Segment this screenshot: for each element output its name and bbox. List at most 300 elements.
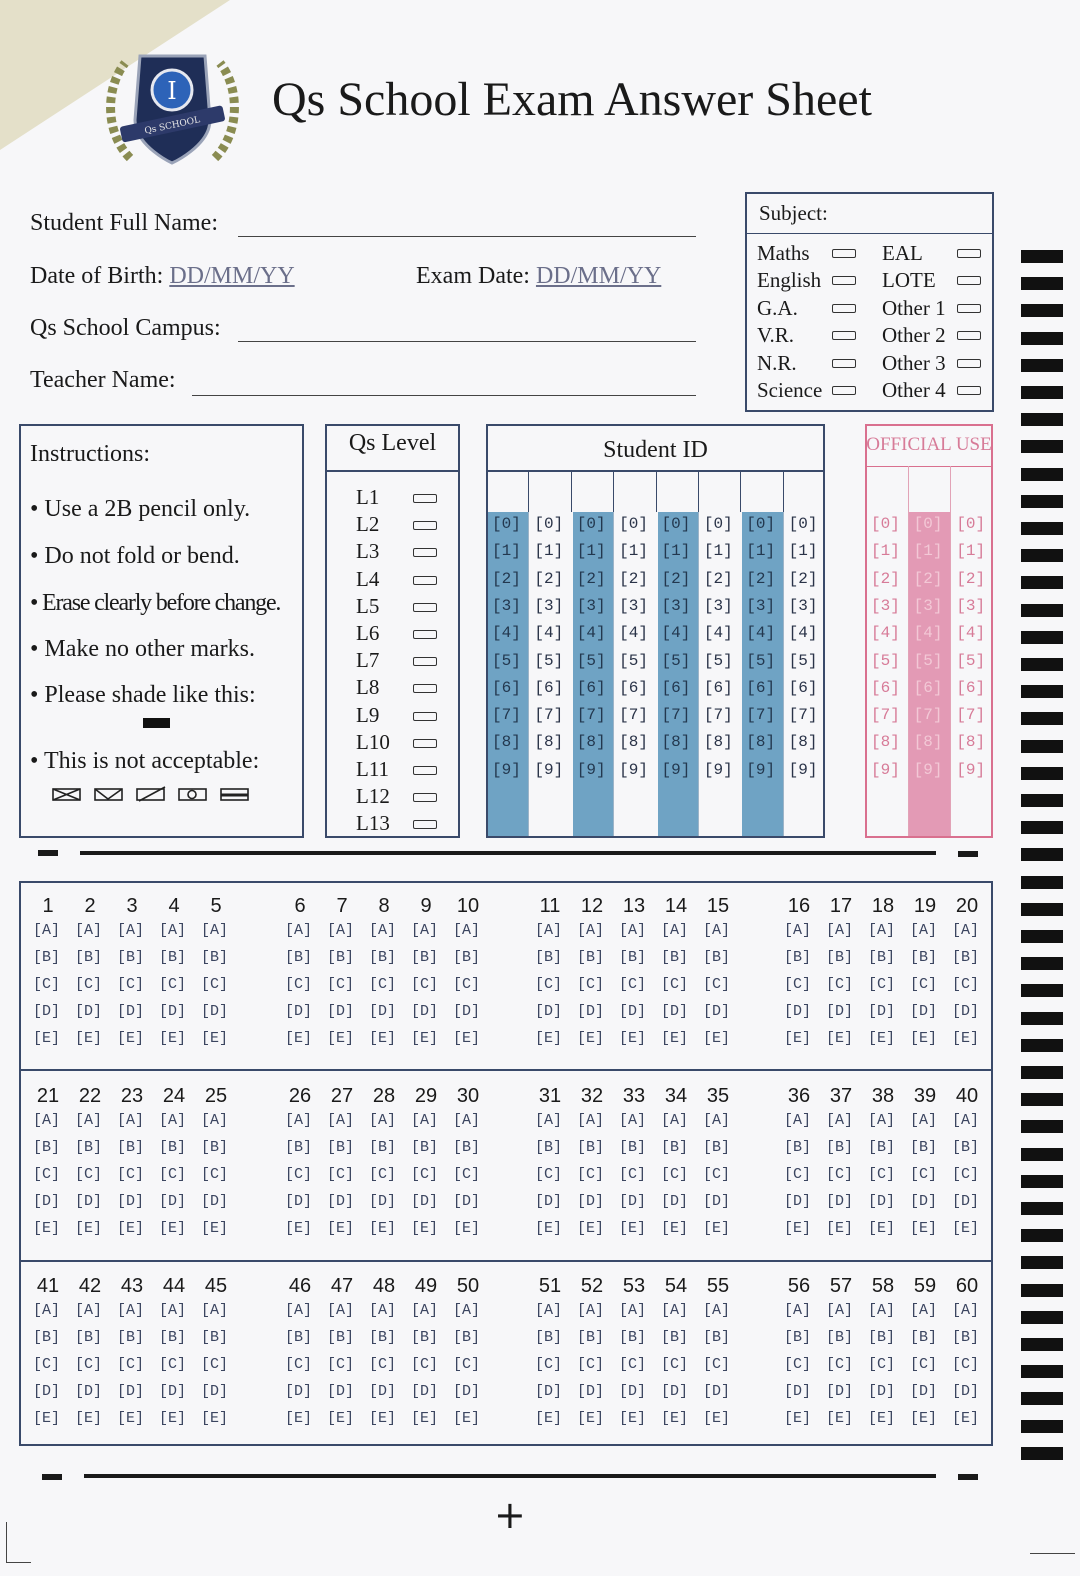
answer-option-bubble[interactable]: [D] [703, 1193, 731, 1210]
answer-option-bubble[interactable]: [D] [33, 1383, 61, 1400]
answer-option-bubble[interactable]: [E] [201, 1220, 229, 1237]
answer-option-bubble[interactable]: [B] [619, 1139, 647, 1156]
answer-option-bubble[interactable]: [B] [369, 1329, 397, 1346]
student-id-digit-bubble[interactable]: [3] [746, 596, 776, 615]
student-id-digit-bubble[interactable]: [4] [492, 624, 521, 643]
student-id-digit-bubble[interactable]: [7] [492, 706, 521, 725]
official-digit-bubble[interactable]: [0] [956, 515, 986, 533]
answer-option-bubble[interactable]: [B] [784, 949, 812, 966]
subject-option-bubble[interactable] [832, 331, 856, 340]
student-id-digit-bubble[interactable]: [8] [534, 733, 564, 752]
answer-option-bubble[interactable]: [D] [784, 1193, 812, 1210]
student-id-digit-bubble[interactable]: [7] [619, 706, 648, 725]
answer-option-bubble[interactable]: [A] [453, 1302, 481, 1319]
answer-option-bubble[interactable]: [D] [577, 1383, 605, 1400]
answer-option-bubble[interactable]: [D] [327, 1193, 355, 1210]
student-id-digit-bubble[interactable]: [7] [534, 706, 564, 725]
student-id-digit-bubble[interactable]: [2] [576, 569, 606, 588]
answer-option-bubble[interactable]: [A] [577, 922, 605, 939]
answer-option-bubble[interactable]: [B] [369, 949, 397, 966]
student-id-digit-bubble[interactable]: [7] [788, 706, 818, 725]
answer-option-bubble[interactable]: [E] [910, 1030, 938, 1047]
answer-option-bubble[interactable]: [D] [159, 1383, 187, 1400]
answer-option-bubble[interactable]: [A] [117, 1302, 145, 1319]
answer-option-bubble[interactable]: [B] [826, 1139, 854, 1156]
official-digit-bubble[interactable]: [2] [871, 569, 900, 588]
answer-option-bubble[interactable]: [D] [201, 1003, 229, 1020]
answer-option-bubble[interactable]: [E] [369, 1220, 397, 1237]
student-id-digit-bubble[interactable]: [3] [619, 596, 648, 615]
student-id-digit-bubble[interactable]: [9] [661, 760, 691, 779]
answer-option-bubble[interactable]: [C] [826, 1356, 854, 1373]
answer-option-bubble[interactable]: [D] [411, 1383, 439, 1400]
answer-option-bubble[interactable]: [E] [784, 1410, 812, 1427]
student-id-digit-bubble[interactable]: [6] [788, 678, 818, 697]
student-id-digit-bubble[interactable]: [5] [619, 651, 648, 670]
answer-option-bubble[interactable]: [A] [910, 1112, 938, 1129]
answer-option-bubble[interactable]: [B] [868, 1329, 896, 1346]
answer-option-bubble[interactable]: [B] [285, 949, 313, 966]
answer-option-bubble[interactable]: [D] [285, 1003, 313, 1020]
answer-option-bubble[interactable]: [D] [952, 1003, 980, 1020]
answer-option-bubble[interactable]: [B] [910, 949, 938, 966]
answer-option-bubble[interactable]: [B] [117, 1139, 145, 1156]
answer-option-bubble[interactable]: [B] [535, 1329, 563, 1346]
answer-option-bubble[interactable]: [B] [826, 949, 854, 966]
answer-option-bubble[interactable]: [A] [952, 1112, 980, 1129]
answer-option-bubble[interactable]: [B] [784, 1139, 812, 1156]
answer-option-bubble[interactable]: [C] [369, 1166, 397, 1183]
answer-option-bubble[interactable]: [C] [703, 1356, 731, 1373]
answer-option-bubble[interactable]: [C] [868, 976, 896, 993]
answer-option-bubble[interactable]: [D] [75, 1383, 103, 1400]
answer-option-bubble[interactable]: [D] [703, 1383, 731, 1400]
answer-option-bubble[interactable]: [E] [619, 1220, 647, 1237]
answer-option-bubble[interactable]: [E] [453, 1030, 481, 1047]
answer-option-bubble[interactable]: [B] [75, 949, 103, 966]
subject-option-bubble[interactable] [832, 276, 856, 285]
answer-option-bubble[interactable]: [C] [535, 1166, 563, 1183]
answer-option-bubble[interactable]: [D] [117, 1383, 145, 1400]
student-id-digit-bubble[interactable]: [1] [703, 542, 733, 561]
answer-option-bubble[interactable]: [E] [661, 1030, 689, 1047]
answer-option-bubble[interactable]: [E] [910, 1220, 938, 1237]
student-id-digit-bubble[interactable]: [0] [661, 515, 691, 533]
answer-option-bubble[interactable]: [E] [784, 1220, 812, 1237]
answer-option-bubble[interactable]: [E] [159, 1030, 187, 1047]
answer-option-bubble[interactable]: [E] [868, 1220, 896, 1237]
answer-option-bubble[interactable]: [D] [952, 1383, 980, 1400]
answer-option-bubble[interactable]: [D] [453, 1193, 481, 1210]
answer-option-bubble[interactable]: [E] [201, 1030, 229, 1047]
answer-option-bubble[interactable]: [E] [453, 1410, 481, 1427]
level-bubble[interactable] [413, 548, 437, 557]
answer-option-bubble[interactable]: [C] [369, 976, 397, 993]
answer-option-bubble[interactable]: [B] [411, 1139, 439, 1156]
answer-option-bubble[interactable]: [C] [703, 976, 731, 993]
subject-option-bubble[interactable] [832, 386, 856, 395]
student-id-digit-bubble[interactable]: [6] [534, 678, 564, 697]
official-digit-bubble[interactable]: [4] [871, 624, 900, 643]
answer-option-bubble[interactable]: [B] [577, 1139, 605, 1156]
answer-option-bubble[interactable]: [E] [535, 1220, 563, 1237]
answer-option-bubble[interactable]: [B] [784, 1329, 812, 1346]
official-digit-bubble[interactable]: [8] [913, 733, 943, 752]
answer-option-bubble[interactable]: [B] [33, 949, 61, 966]
subject-option-bubble[interactable] [832, 359, 856, 368]
answer-option-bubble[interactable]: [B] [577, 1329, 605, 1346]
answer-option-bubble[interactable]: [B] [327, 1329, 355, 1346]
subject-option-bubble[interactable] [832, 249, 856, 258]
answer-option-bubble[interactable]: [A] [411, 922, 439, 939]
answer-option-bubble[interactable]: [C] [703, 1166, 731, 1183]
answer-option-bubble[interactable]: [A] [159, 922, 187, 939]
answer-option-bubble[interactable]: [E] [33, 1220, 61, 1237]
answer-option-bubble[interactable]: [E] [619, 1030, 647, 1047]
answer-option-bubble[interactable]: [C] [327, 1356, 355, 1373]
answer-option-bubble[interactable]: [A] [661, 1112, 689, 1129]
answer-option-bubble[interactable]: [A] [33, 1112, 61, 1129]
answer-option-bubble[interactable]: [A] [285, 1112, 313, 1129]
answer-option-bubble[interactable]: [B] [33, 1329, 61, 1346]
student-id-digit-bubble[interactable]: [2] [788, 569, 818, 588]
level-bubble[interactable] [413, 521, 437, 530]
answer-option-bubble[interactable]: [B] [453, 1139, 481, 1156]
level-bubble[interactable] [413, 820, 437, 829]
answer-option-bubble[interactable]: [E] [159, 1220, 187, 1237]
student-id-digit-bubble[interactable]: [4] [661, 624, 691, 643]
answer-option-bubble[interactable]: [D] [411, 1193, 439, 1210]
official-digit-bubble[interactable]: [9] [913, 760, 943, 779]
answer-option-bubble[interactable]: [D] [784, 1003, 812, 1020]
answer-option-bubble[interactable]: [A] [369, 922, 397, 939]
answer-option-bubble[interactable]: [E] [117, 1220, 145, 1237]
student-id-digit-bubble[interactable]: [5] [788, 651, 818, 670]
answer-option-bubble[interactable]: [E] [619, 1410, 647, 1427]
official-digit-bubble[interactable]: [7] [956, 706, 986, 725]
answer-option-bubble[interactable]: [C] [117, 976, 145, 993]
answer-option-bubble[interactable]: [C] [910, 1166, 938, 1183]
answer-option-bubble[interactable]: [B] [703, 1329, 731, 1346]
answer-option-bubble[interactable]: [D] [910, 1193, 938, 1210]
answer-option-bubble[interactable]: [D] [619, 1383, 647, 1400]
answer-option-bubble[interactable]: [E] [826, 1030, 854, 1047]
student-id-digit-bubble[interactable]: [2] [703, 569, 733, 588]
answer-option-bubble[interactable]: [A] [75, 922, 103, 939]
answer-option-bubble[interactable]: [C] [369, 1356, 397, 1373]
answer-option-bubble[interactable]: [B] [453, 949, 481, 966]
answer-option-bubble[interactable]: [C] [619, 976, 647, 993]
level-bubble[interactable] [413, 739, 437, 748]
answer-option-bubble[interactable]: [B] [75, 1139, 103, 1156]
answer-option-bubble[interactable]: [E] [535, 1030, 563, 1047]
answer-option-bubble[interactable]: [A] [117, 922, 145, 939]
answer-option-bubble[interactable]: [D] [453, 1003, 481, 1020]
answer-option-bubble[interactable]: [B] [952, 1139, 980, 1156]
answer-option-bubble[interactable]: [B] [453, 1329, 481, 1346]
answer-option-bubble[interactable]: [B] [703, 949, 731, 966]
answer-option-bubble[interactable]: [B] [952, 949, 980, 966]
answer-option-bubble[interactable]: [C] [826, 1166, 854, 1183]
student-id-digit-bubble[interactable]: [9] [788, 760, 818, 779]
answer-option-bubble[interactable]: [E] [159, 1410, 187, 1427]
answer-option-bubble[interactable]: [C] [784, 1356, 812, 1373]
answer-option-bubble[interactable]: [A] [285, 1302, 313, 1319]
answer-option-bubble[interactable]: [B] [661, 1329, 689, 1346]
student-id-digit-bubble[interactable]: [3] [576, 596, 606, 615]
answer-option-bubble[interactable]: [D] [285, 1383, 313, 1400]
answer-option-bubble[interactable]: [A] [535, 922, 563, 939]
answer-option-bubble[interactable]: [E] [952, 1410, 980, 1427]
answer-option-bubble[interactable]: [A] [369, 1302, 397, 1319]
answer-option-bubble[interactable]: [C] [285, 1356, 313, 1373]
student-id-digit-bubble[interactable]: [4] [619, 624, 648, 643]
answer-option-bubble[interactable]: [D] [784, 1383, 812, 1400]
answer-option-bubble[interactable]: [C] [453, 976, 481, 993]
answer-option-bubble[interactable]: [A] [201, 1112, 229, 1129]
answer-option-bubble[interactable]: [A] [952, 922, 980, 939]
answer-option-bubble[interactable]: [D] [577, 1193, 605, 1210]
answer-option-bubble[interactable]: [E] [327, 1030, 355, 1047]
answer-option-bubble[interactable]: [A] [535, 1112, 563, 1129]
answer-option-bubble[interactable]: [B] [910, 1139, 938, 1156]
answer-option-bubble[interactable]: [D] [661, 1193, 689, 1210]
answer-option-bubble[interactable]: [E] [703, 1030, 731, 1047]
official-digit-bubble[interactable]: [3] [913, 596, 943, 615]
answer-option-bubble[interactable]: [A] [453, 1112, 481, 1129]
answer-option-bubble[interactable]: [E] [117, 1030, 145, 1047]
answer-option-bubble[interactable]: [A] [868, 1112, 896, 1129]
student-id-digit-bubble[interactable]: [4] [703, 624, 733, 643]
student-id-digit-bubble[interactable]: [6] [661, 678, 691, 697]
answer-option-bubble[interactable]: [C] [201, 1356, 229, 1373]
official-digit-bubble[interactable]: [4] [913, 624, 943, 643]
answer-option-bubble[interactable]: [A] [33, 1302, 61, 1319]
answer-option-bubble[interactable]: [A] [75, 1302, 103, 1319]
answer-option-bubble[interactable]: [E] [784, 1030, 812, 1047]
answer-option-bubble[interactable]: [D] [75, 1193, 103, 1210]
official-digit-bubble[interactable]: [7] [913, 706, 943, 725]
answer-option-bubble[interactable]: [E] [411, 1220, 439, 1237]
campus-line[interactable] [238, 341, 696, 342]
student-id-digit-bubble[interactable]: [2] [746, 569, 776, 588]
official-digit-bubble[interactable]: [8] [871, 733, 900, 752]
official-digit-bubble[interactable]: [6] [871, 678, 900, 697]
answer-option-bubble[interactable]: [D] [201, 1193, 229, 1210]
subject-option-bubble[interactable] [832, 304, 856, 313]
student-id-digit-bubble[interactable]: [6] [576, 678, 606, 697]
student-id-digit-bubble[interactable]: [3] [492, 596, 521, 615]
answer-option-bubble[interactable]: [E] [201, 1410, 229, 1427]
answer-option-bubble[interactable]: [C] [784, 976, 812, 993]
answer-option-bubble[interactable]: [A] [285, 922, 313, 939]
answer-option-bubble[interactable]: [E] [826, 1410, 854, 1427]
student-id-digit-bubble[interactable]: [4] [746, 624, 776, 643]
answer-option-bubble[interactable]: [E] [411, 1410, 439, 1427]
official-digit-bubble[interactable]: [7] [871, 706, 900, 725]
student-id-digit-bubble[interactable]: [1] [492, 542, 521, 561]
student-id-digit-bubble[interactable]: [0] [703, 515, 733, 533]
answer-option-bubble[interactable]: [D] [661, 1383, 689, 1400]
student-id-digit-bubble[interactable]: [0] [576, 515, 606, 533]
student-id-digit-bubble[interactable]: [7] [703, 706, 733, 725]
student-id-digit-bubble[interactable]: [1] [534, 542, 564, 561]
answer-option-bubble[interactable]: [C] [952, 976, 980, 993]
level-bubble[interactable] [413, 766, 437, 775]
answer-option-bubble[interactable]: [E] [952, 1030, 980, 1047]
answer-option-bubble[interactable]: [E] [285, 1220, 313, 1237]
answer-option-bubble[interactable]: [D] [868, 1383, 896, 1400]
answer-option-bubble[interactable]: [D] [117, 1003, 145, 1020]
answer-option-bubble[interactable]: [C] [117, 1356, 145, 1373]
answer-option-bubble[interactable]: [C] [784, 1166, 812, 1183]
answer-option-bubble[interactable]: [D] [619, 1003, 647, 1020]
answer-option-bubble[interactable]: [A] [577, 1302, 605, 1319]
student-id-digit-bubble[interactable]: [8] [492, 733, 521, 752]
answer-option-bubble[interactable]: [B] [327, 949, 355, 966]
answer-option-bubble[interactable]: [A] [661, 1302, 689, 1319]
answer-option-bubble[interactable]: [D] [703, 1003, 731, 1020]
answer-option-bubble[interactable]: [D] [159, 1193, 187, 1210]
answer-option-bubble[interactable]: [C] [117, 1166, 145, 1183]
answer-option-bubble[interactable]: [E] [703, 1220, 731, 1237]
answer-option-bubble[interactable]: [D] [826, 1193, 854, 1210]
answer-option-bubble[interactable]: [A] [327, 1112, 355, 1129]
answer-option-bubble[interactable]: [A] [453, 922, 481, 939]
answer-option-bubble[interactable]: [E] [952, 1220, 980, 1237]
answer-option-bubble[interactable]: [D] [33, 1193, 61, 1210]
answer-option-bubble[interactable]: [B] [411, 1329, 439, 1346]
answer-option-bubble[interactable]: [E] [411, 1030, 439, 1047]
student-id-digit-bubble[interactable]: [3] [703, 596, 733, 615]
student-id-digit-bubble[interactable]: [5] [492, 651, 521, 670]
answer-option-bubble[interactable]: [C] [952, 1166, 980, 1183]
answer-option-bubble[interactable]: [A] [910, 922, 938, 939]
answer-option-bubble[interactable]: [C] [661, 976, 689, 993]
student-id-digit-bubble[interactable]: [1] [746, 542, 776, 561]
answer-option-bubble[interactable]: [D] [285, 1193, 313, 1210]
answer-option-bubble[interactable]: [A] [661, 922, 689, 939]
answer-option-bubble[interactable]: [B] [952, 1329, 980, 1346]
answer-option-bubble[interactable]: [E] [75, 1030, 103, 1047]
answer-option-bubble[interactable]: [B] [703, 1139, 731, 1156]
answer-option-bubble[interactable]: [A] [910, 1302, 938, 1319]
answer-option-bubble[interactable]: [B] [117, 1329, 145, 1346]
answer-option-bubble[interactable]: [E] [33, 1410, 61, 1427]
answer-option-bubble[interactable]: [E] [577, 1220, 605, 1237]
answer-option-bubble[interactable]: [A] [619, 1302, 647, 1319]
official-digit-bubble[interactable]: [3] [871, 596, 900, 615]
answer-option-bubble[interactable]: [B] [201, 1139, 229, 1156]
student-id-digit-bubble[interactable]: [8] [746, 733, 776, 752]
student-id-digit-bubble[interactable]: [5] [746, 651, 776, 670]
answer-option-bubble[interactable]: [A] [703, 1302, 731, 1319]
exam-date-field[interactable] [416, 263, 661, 290]
answer-option-bubble[interactable]: [B] [535, 949, 563, 966]
answer-option-bubble[interactable]: [A] [327, 922, 355, 939]
official-digit-bubble[interactable]: [1] [913, 542, 943, 561]
answer-option-bubble[interactable]: [C] [577, 976, 605, 993]
answer-option-bubble[interactable]: [B] [117, 949, 145, 966]
answer-option-bubble[interactable]: [A] [369, 1112, 397, 1129]
student-id-digit-bubble[interactable]: [1] [788, 542, 818, 561]
answer-option-bubble[interactable]: [C] [75, 1356, 103, 1373]
official-digit-bubble[interactable]: [9] [956, 760, 986, 779]
subject-option-bubble[interactable] [957, 331, 981, 340]
student-id-digit-bubble[interactable]: [5] [534, 651, 564, 670]
answer-option-bubble[interactable]: [A] [33, 922, 61, 939]
answer-option-bubble[interactable]: [A] [868, 1302, 896, 1319]
answer-option-bubble[interactable]: [C] [952, 1356, 980, 1373]
answer-option-bubble[interactable]: [B] [868, 949, 896, 966]
answer-option-bubble[interactable]: [D] [369, 1003, 397, 1020]
answer-option-bubble[interactable]: [C] [910, 976, 938, 993]
answer-option-bubble[interactable]: [C] [201, 976, 229, 993]
student-id-digit-bubble[interactable]: [2] [534, 569, 564, 588]
official-digit-bubble[interactable]: [3] [956, 596, 986, 615]
student-id-digit-bubble[interactable]: [8] [788, 733, 818, 752]
student-id-digit-bubble[interactable]: [7] [661, 706, 691, 725]
official-digit-bubble[interactable]: [6] [913, 678, 943, 697]
answer-option-bubble[interactable]: [B] [159, 1329, 187, 1346]
student-id-digit-bubble[interactable]: [5] [703, 651, 733, 670]
answer-option-bubble[interactable]: [B] [577, 949, 605, 966]
answer-option-bubble[interactable]: [E] [117, 1410, 145, 1427]
answer-option-bubble[interactable]: [E] [327, 1220, 355, 1237]
student-id-digit-bubble[interactable]: [6] [746, 678, 776, 697]
student-id-digit-bubble[interactable]: [6] [492, 678, 521, 697]
dob-field[interactable] [30, 263, 295, 290]
answer-option-bubble[interactable]: [E] [868, 1030, 896, 1047]
official-digit-bubble[interactable]: [9] [871, 760, 900, 779]
student-id-digit-bubble[interactable]: [3] [534, 596, 564, 615]
student-id-digit-bubble[interactable]: [9] [534, 760, 564, 779]
subject-option-bubble[interactable] [957, 276, 981, 285]
teacher-line[interactable] [192, 395, 696, 396]
level-bubble[interactable] [413, 657, 437, 666]
answer-option-bubble[interactable]: [C] [535, 1356, 563, 1373]
answer-option-bubble[interactable]: [A] [826, 1302, 854, 1319]
student-id-digit-bubble[interactable]: [8] [703, 733, 733, 752]
answer-option-bubble[interactable]: [E] [661, 1410, 689, 1427]
answer-option-bubble[interactable]: [C] [535, 976, 563, 993]
answer-option-bubble[interactable]: [C] [910, 1356, 938, 1373]
answer-option-bubble[interactable]: [E] [285, 1410, 313, 1427]
student-id-digit-bubble[interactable]: [9] [619, 760, 648, 779]
answer-option-bubble[interactable]: [D] [117, 1193, 145, 1210]
answer-option-bubble[interactable]: [C] [453, 1166, 481, 1183]
level-bubble[interactable] [413, 793, 437, 802]
student-id-digit-bubble[interactable]: [9] [746, 760, 776, 779]
answer-option-bubble[interactable]: [A] [411, 1112, 439, 1129]
answer-option-bubble[interactable]: [A] [619, 1112, 647, 1129]
answer-option-bubble[interactable]: [A] [577, 1112, 605, 1129]
student-id-digit-bubble[interactable]: [9] [576, 760, 606, 779]
answer-option-bubble[interactable]: [C] [33, 976, 61, 993]
answer-option-bubble[interactable]: [C] [826, 976, 854, 993]
answer-option-bubble[interactable]: [D] [826, 1383, 854, 1400]
answer-option-bubble[interactable]: [B] [201, 1329, 229, 1346]
answer-option-bubble[interactable]: [A] [201, 922, 229, 939]
answer-option-bubble[interactable]: [D] [577, 1003, 605, 1020]
official-digit-bubble[interactable]: [8] [956, 733, 986, 752]
answer-option-bubble[interactable]: [C] [159, 1166, 187, 1183]
answer-option-bubble[interactable]: [C] [201, 1166, 229, 1183]
answer-option-bubble[interactable]: [C] [159, 976, 187, 993]
answer-option-bubble[interactable]: [C] [327, 1166, 355, 1183]
answer-option-bubble[interactable]: [D] [327, 1003, 355, 1020]
answer-option-bubble[interactable]: [D] [535, 1193, 563, 1210]
